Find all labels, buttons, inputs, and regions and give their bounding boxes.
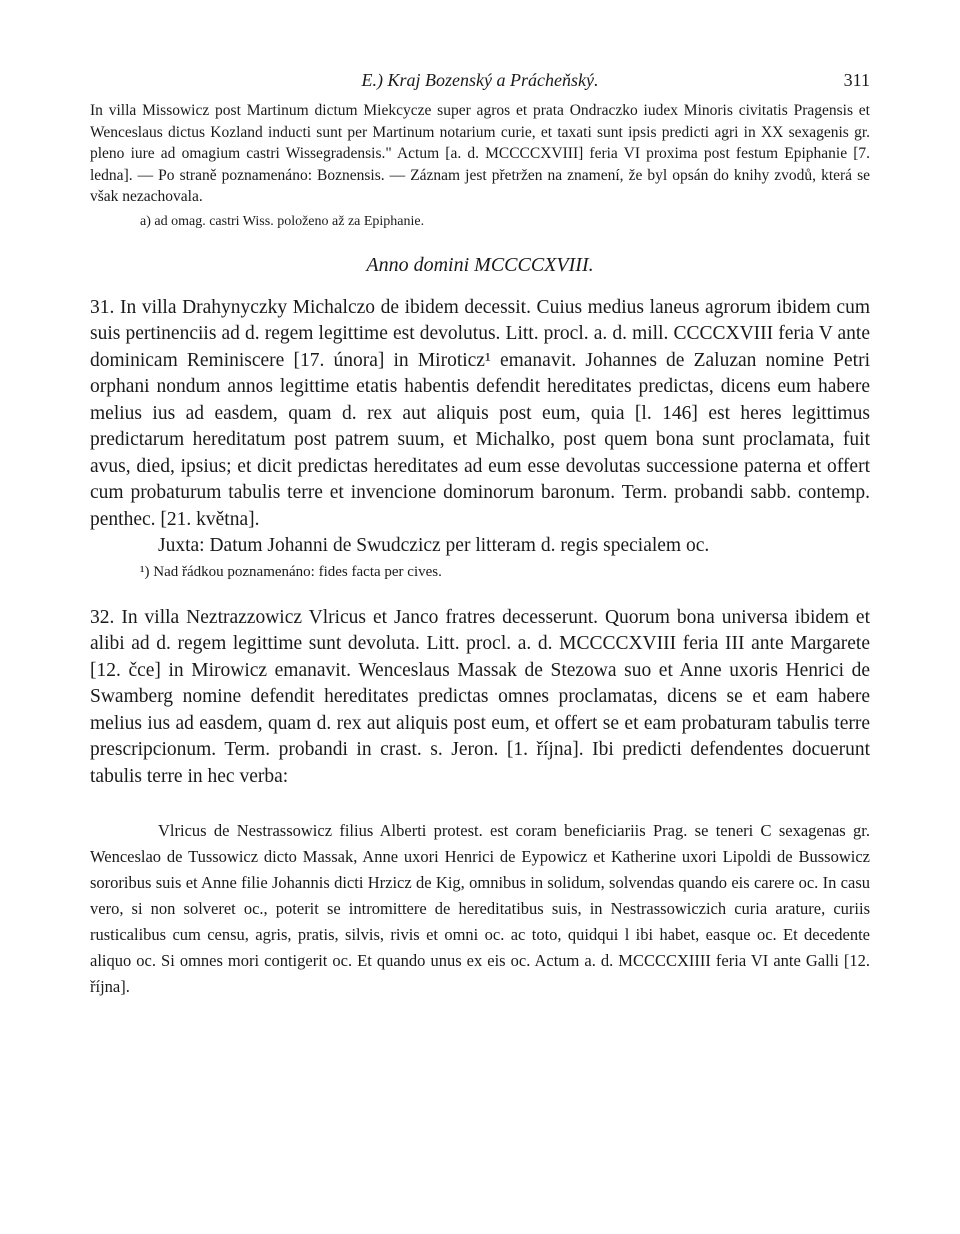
page-number: 311: [843, 70, 870, 90]
entry-32: 32. In villa Neztrazzowicz Vlricus et Janco fratres decesserunt. Quorum bona universa ibidem et alibi ad d. regem legittime sunt devoluta. Litt. procl. a. d. MCCCCXVIII feria III ante Margarete [12. čce] in Mirowicz emanavit. Wenceslaus Massak de Stezowa suo et Anne uxoris Henrici de Swamberg nomine defendit hereditates predictas omnes proclamatas, dicens se et eam habere melius ius ad easdem, quam d. rex aut aliquis post eum, et offert se et eam probaturam tabulis terre prescripcionum. Term. probandi in crast. s. Jeron. [1. října]. Ibi predicti defendentes docuerunt tabulis terre in hec verba:: [90, 606, 870, 787]
document-page: [90, 70, 870, 1000]
entry-31-juxta: Juxta: Datum Johanni de Swudczicz per litteram d. regis specialem oc.: [158, 535, 710, 556]
year-heading: Anno domini MCCCCXVIII.: [366, 253, 594, 276]
quoted-record: Vlricus de Nestrassowicz filius Alberti protest. est coram beneficiariis Prag. se teneri C sexagenas gr. Wenceslao de Tussowicz dicto Massak, Anne uxori Henrici de Eypowicz et Katherine uxori Lipoldi de Bussowicz sororibus suis et Anne filie Johannis dicti Hrzicz de Kig, omnibus in solidum, solvendas quando eis carere oc. In casu vero, si non solveret oc., poterit se intromittere de hereditatibus suis, in Nestrassowiczich curia arature, curiis rusticalibus cum censu, agris, pratis, silvis, rivis et omni oc. ac toto, quidqui l ibi habet, easque oc. Et decedente aliquo oc. Si omnes mori contigerit oc. Et quando unus ex eis oc. Actum a. d. MCCCCXIIII feria VI ante Galli [12. října].: [90, 821, 870, 996]
entry-31: 31. In villa Drahynyczky Michalczo de ibidem decessit. Cuius medius laneus agrorum ibidem cum suis pertinenciis ad d. regem legittime est devolutus. Litt. procl. a. d. mill. CCCCXVIII feria V ante dominicam Reminiscere [17. února] in Miroticz¹ emanavit. Johannes de Zaluzan nomine Petri orphani nondum annos legittime etatis habentis defendit hereditates predictas, dicens eum habere melius ius ad easdem, quam d. rex aut aliquis post eum, quia [l. 146] est heres legittimus predictarum hereditatum post patrem suum, et Michalko, post quem bona sunt proclamata, fuit avus, died, ipsius; et dicit predictas hereditates ad eum esse devolutas successione paterna et offert cum probaturum tabulis terre et invencione dominorum baronum. Term. probandi sabb. contemp. penthec. [21. května].: [90, 296, 870, 530]
footnote-1: ¹) Nad řádkou poznamenáno: fides facta per cives.: [140, 563, 442, 580]
running-title: E.) Kraj Bozenský a Prácheňský.: [361, 70, 599, 90]
running-header: [90, 70, 870, 100]
top-note: a) ad omag. castri Wiss. položeno až za Epiphanie.: [140, 213, 425, 229]
top-paragraph: In villa Missowicz post Martinum dictum Miekcycze super agros et prata Ondraczko iudex Minoris civitatis Pragensis et Wenceslaus dictus Kozland inducti sunt per Martinum notarium curie, et taxati sunt ipsis predicti agri in XX sexagenis gr. pleno iure ad omagium castri Wissegradensis." Actum [a. d. MCCCCXVIII] feria VI proxima post festum Epiphanie [7. ledna]. — Po straně poznamenáno: Boznensis. — Záznam jest přetržen na znamení, že byl opsán do knihy zvodů, která se však nezachovala.: [90, 102, 870, 205]
